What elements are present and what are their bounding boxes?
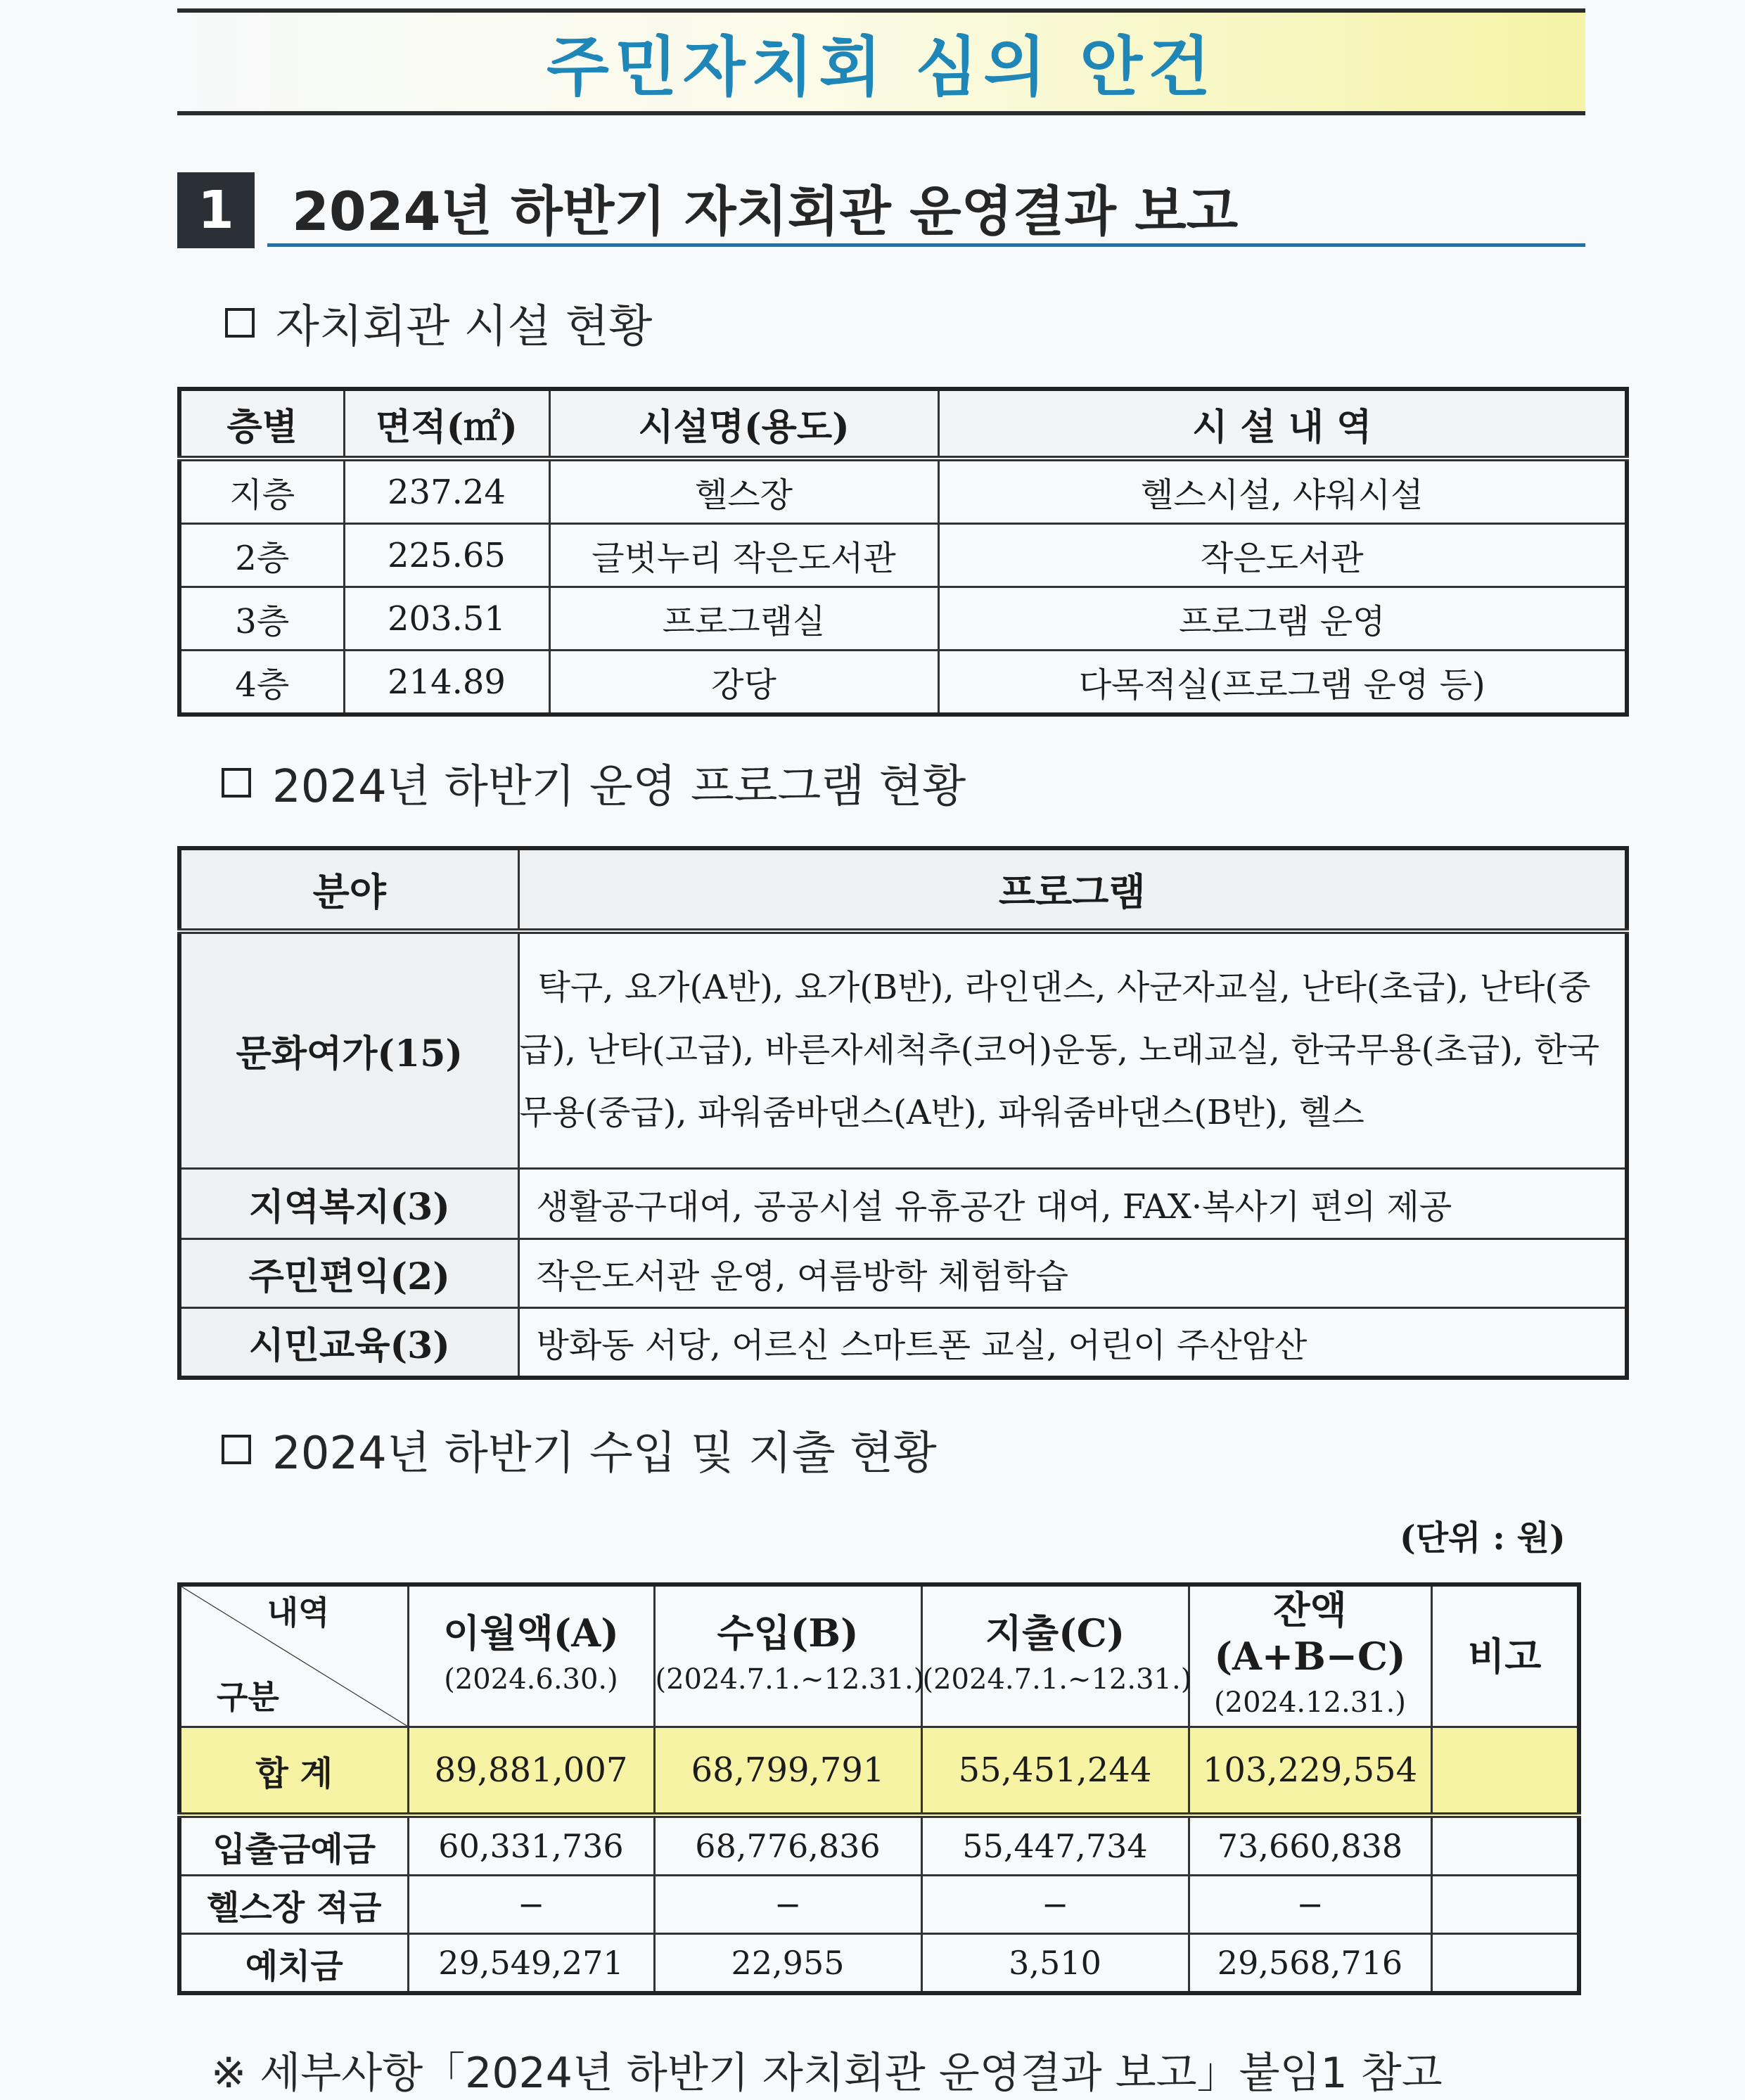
program-table (177, 846, 1629, 1380)
section-title: 2024년 하반기 자치회관 운영결과 보고 (292, 180, 1239, 243)
table-row (179, 459, 1627, 524)
amount-cell: 89,881,007 (408, 1727, 654, 1816)
table-row (179, 1307, 1627, 1378)
page-title: 주민자치회 심의 안건 (546, 30, 1216, 105)
category-cell: 지역복지(3) (179, 1168, 518, 1238)
amount-cell: 22,955 (654, 1934, 921, 1994)
column-header (408, 1584, 654, 1727)
table-row (179, 524, 1627, 587)
amount-cell: 68,799,791 (654, 1727, 921, 1816)
column-header-label: 수입(B) (717, 1611, 859, 1656)
column-header (654, 1584, 925, 1727)
facility-detail-cell: 프로그램 운영 (938, 587, 1627, 651)
category-cell: 주민편익(2) (179, 1238, 518, 1307)
note-cell (1431, 1934, 1579, 1994)
column-header: 분야 (179, 848, 518, 931)
amount-cell: − (408, 1876, 654, 1934)
total-row (179, 1727, 1579, 1816)
column-header-label: 비고 (1468, 1634, 1542, 1679)
row-label: 예치금 (179, 1934, 408, 1994)
program-list-cell: 방화동 서당, 어르신 스마트폰 교실, 어린이 주산암산 (518, 1307, 1627, 1378)
unit-label: (단위 : 원) (1400, 1518, 1566, 1558)
finance-table (177, 1582, 1581, 1995)
column-header: 시 설 내 역 (938, 389, 1627, 459)
facility-detail-cell: 다목적실(프로그램 운영 등) (938, 651, 1627, 715)
column-header (1431, 1584, 1579, 1727)
category-cell: 문화여가(15) (179, 931, 518, 1168)
column-header: 프로그램 (518, 848, 1627, 931)
table-row (179, 1238, 1627, 1307)
row-label: 합 계 (179, 1727, 408, 1816)
table-row (179, 931, 1627, 1168)
floor-cell: 지층 (179, 459, 344, 524)
note-cell (1431, 1727, 1579, 1816)
facility-name-cell: 강당 (549, 651, 938, 715)
facility-detail-cell: 헬스시설, 샤워시설 (938, 459, 1627, 524)
amount-cell: − (1189, 1876, 1431, 1934)
row-label: 입출금예금 (179, 1815, 408, 1876)
table-row (179, 651, 1627, 715)
facility-heading-text: 자치회관 시설 현황 (276, 301, 653, 353)
diagonal-top-label: 내역 (267, 1594, 330, 1632)
title-banner (177, 8, 1585, 115)
column-header-label: 이월액(A) (443, 1611, 619, 1656)
area-cell: 225.65 (344, 524, 549, 587)
area-cell: 237.24 (344, 459, 549, 524)
note-cell (1431, 1815, 1579, 1876)
footnote: ※ 세부사항「2024년 하반기 자치회관 운영결과 보고」붙임1 참고 (211, 2049, 1443, 2098)
amount-cell: 68,776,836 (654, 1815, 921, 1876)
table-header-row (179, 389, 1627, 459)
checkbox-icon (222, 1435, 251, 1464)
facility-name-cell: 헬스장 (549, 459, 938, 524)
finance-heading (222, 1417, 937, 1482)
diagonal-header-cell (179, 1584, 408, 1727)
section-underline (267, 243, 1585, 247)
floor-cell: 3층 (179, 587, 344, 651)
column-header: 시설명(용도) (549, 389, 938, 459)
column-header (921, 1584, 1192, 1727)
checkbox-icon (222, 768, 251, 798)
facility-detail-cell: 작은도서관 (938, 524, 1627, 587)
table-row (179, 1168, 1627, 1238)
facility-name-cell: 글벗누리 작은도서관 (549, 524, 938, 587)
amount-cell: − (921, 1876, 1189, 1934)
amount-cell: 55,451,244 (921, 1727, 1189, 1816)
column-header-period: (2024.7.1.~12.31.) (922, 1663, 1192, 1696)
facility-heading (225, 290, 652, 355)
programs-heading-text: 2024년 하반기 운영 프로그램 현황 (272, 761, 966, 813)
table-row (179, 1815, 1579, 1876)
column-header: 면적(㎡) (344, 389, 549, 459)
program-list-cell: 탁구, 요가(A반), 요가(B반), 라인댄스, 사군자교실, 난타(초급), 난타(중급), 난타(고급), 바른자세척추(코어)운동, 노래교실, 한국무용(초급), 한국무용(중급), 파워줌바댄스(A반), 파워줌바댄스(B반), 헬스 (518, 931, 1627, 1168)
table-row (179, 1934, 1579, 1994)
table-header-row (179, 848, 1627, 931)
amount-cell: 103,229,554 (1189, 1727, 1431, 1816)
amount-cell: − (654, 1876, 921, 1934)
amount-cell: 29,568,716 (1189, 1934, 1431, 1994)
table-row (179, 587, 1627, 651)
column-header-period: (2024.7.1.~12.31.) (655, 1663, 925, 1696)
facility-name-cell: 프로그램실 (549, 587, 938, 651)
row-label: 헬스장 적금 (179, 1876, 408, 1934)
floor-cell: 2층 (179, 524, 344, 587)
column-header-label: 지출(C) (985, 1611, 1125, 1656)
table-header-row (179, 1584, 1579, 1727)
program-list-cell: 생활공구대여, 공공시설 유휴공간 대여, FAX·복사기 편의 제공 (518, 1168, 1627, 1238)
amount-cell: 3,510 (921, 1934, 1189, 1994)
amount-cell: 55,447,734 (921, 1815, 1189, 1876)
column-header-label: 잔액(A+B−C) (1214, 1587, 1406, 1679)
column-header-period: (2024.12.31.) (1214, 1686, 1406, 1719)
note-cell (1431, 1876, 1579, 1934)
section-number-badge: 1 (177, 172, 255, 248)
amount-cell: 73,660,838 (1189, 1815, 1431, 1876)
facility-table (177, 387, 1629, 717)
finance-heading-text: 2024년 하반기 수입 및 지출 현황 (272, 1428, 937, 1480)
area-cell: 203.51 (344, 587, 549, 651)
table-row (179, 1876, 1579, 1934)
checkbox-icon (225, 308, 255, 338)
column-header (1189, 1584, 1431, 1727)
column-header: 층별 (179, 389, 344, 459)
programs-heading (222, 750, 966, 815)
amount-cell: 60,331,736 (408, 1815, 654, 1876)
column-header-period: (2024.6.30.) (444, 1663, 618, 1696)
program-list-cell: 작은도서관 운영, 여름방학 체험학습 (518, 1238, 1627, 1307)
amount-cell: 29,549,271 (408, 1934, 654, 1994)
area-cell: 214.89 (344, 651, 549, 715)
floor-cell: 4층 (179, 651, 344, 715)
diagonal-bottom-label: 구분 (217, 1678, 279, 1716)
category-cell: 시민교육(3) (179, 1307, 518, 1378)
